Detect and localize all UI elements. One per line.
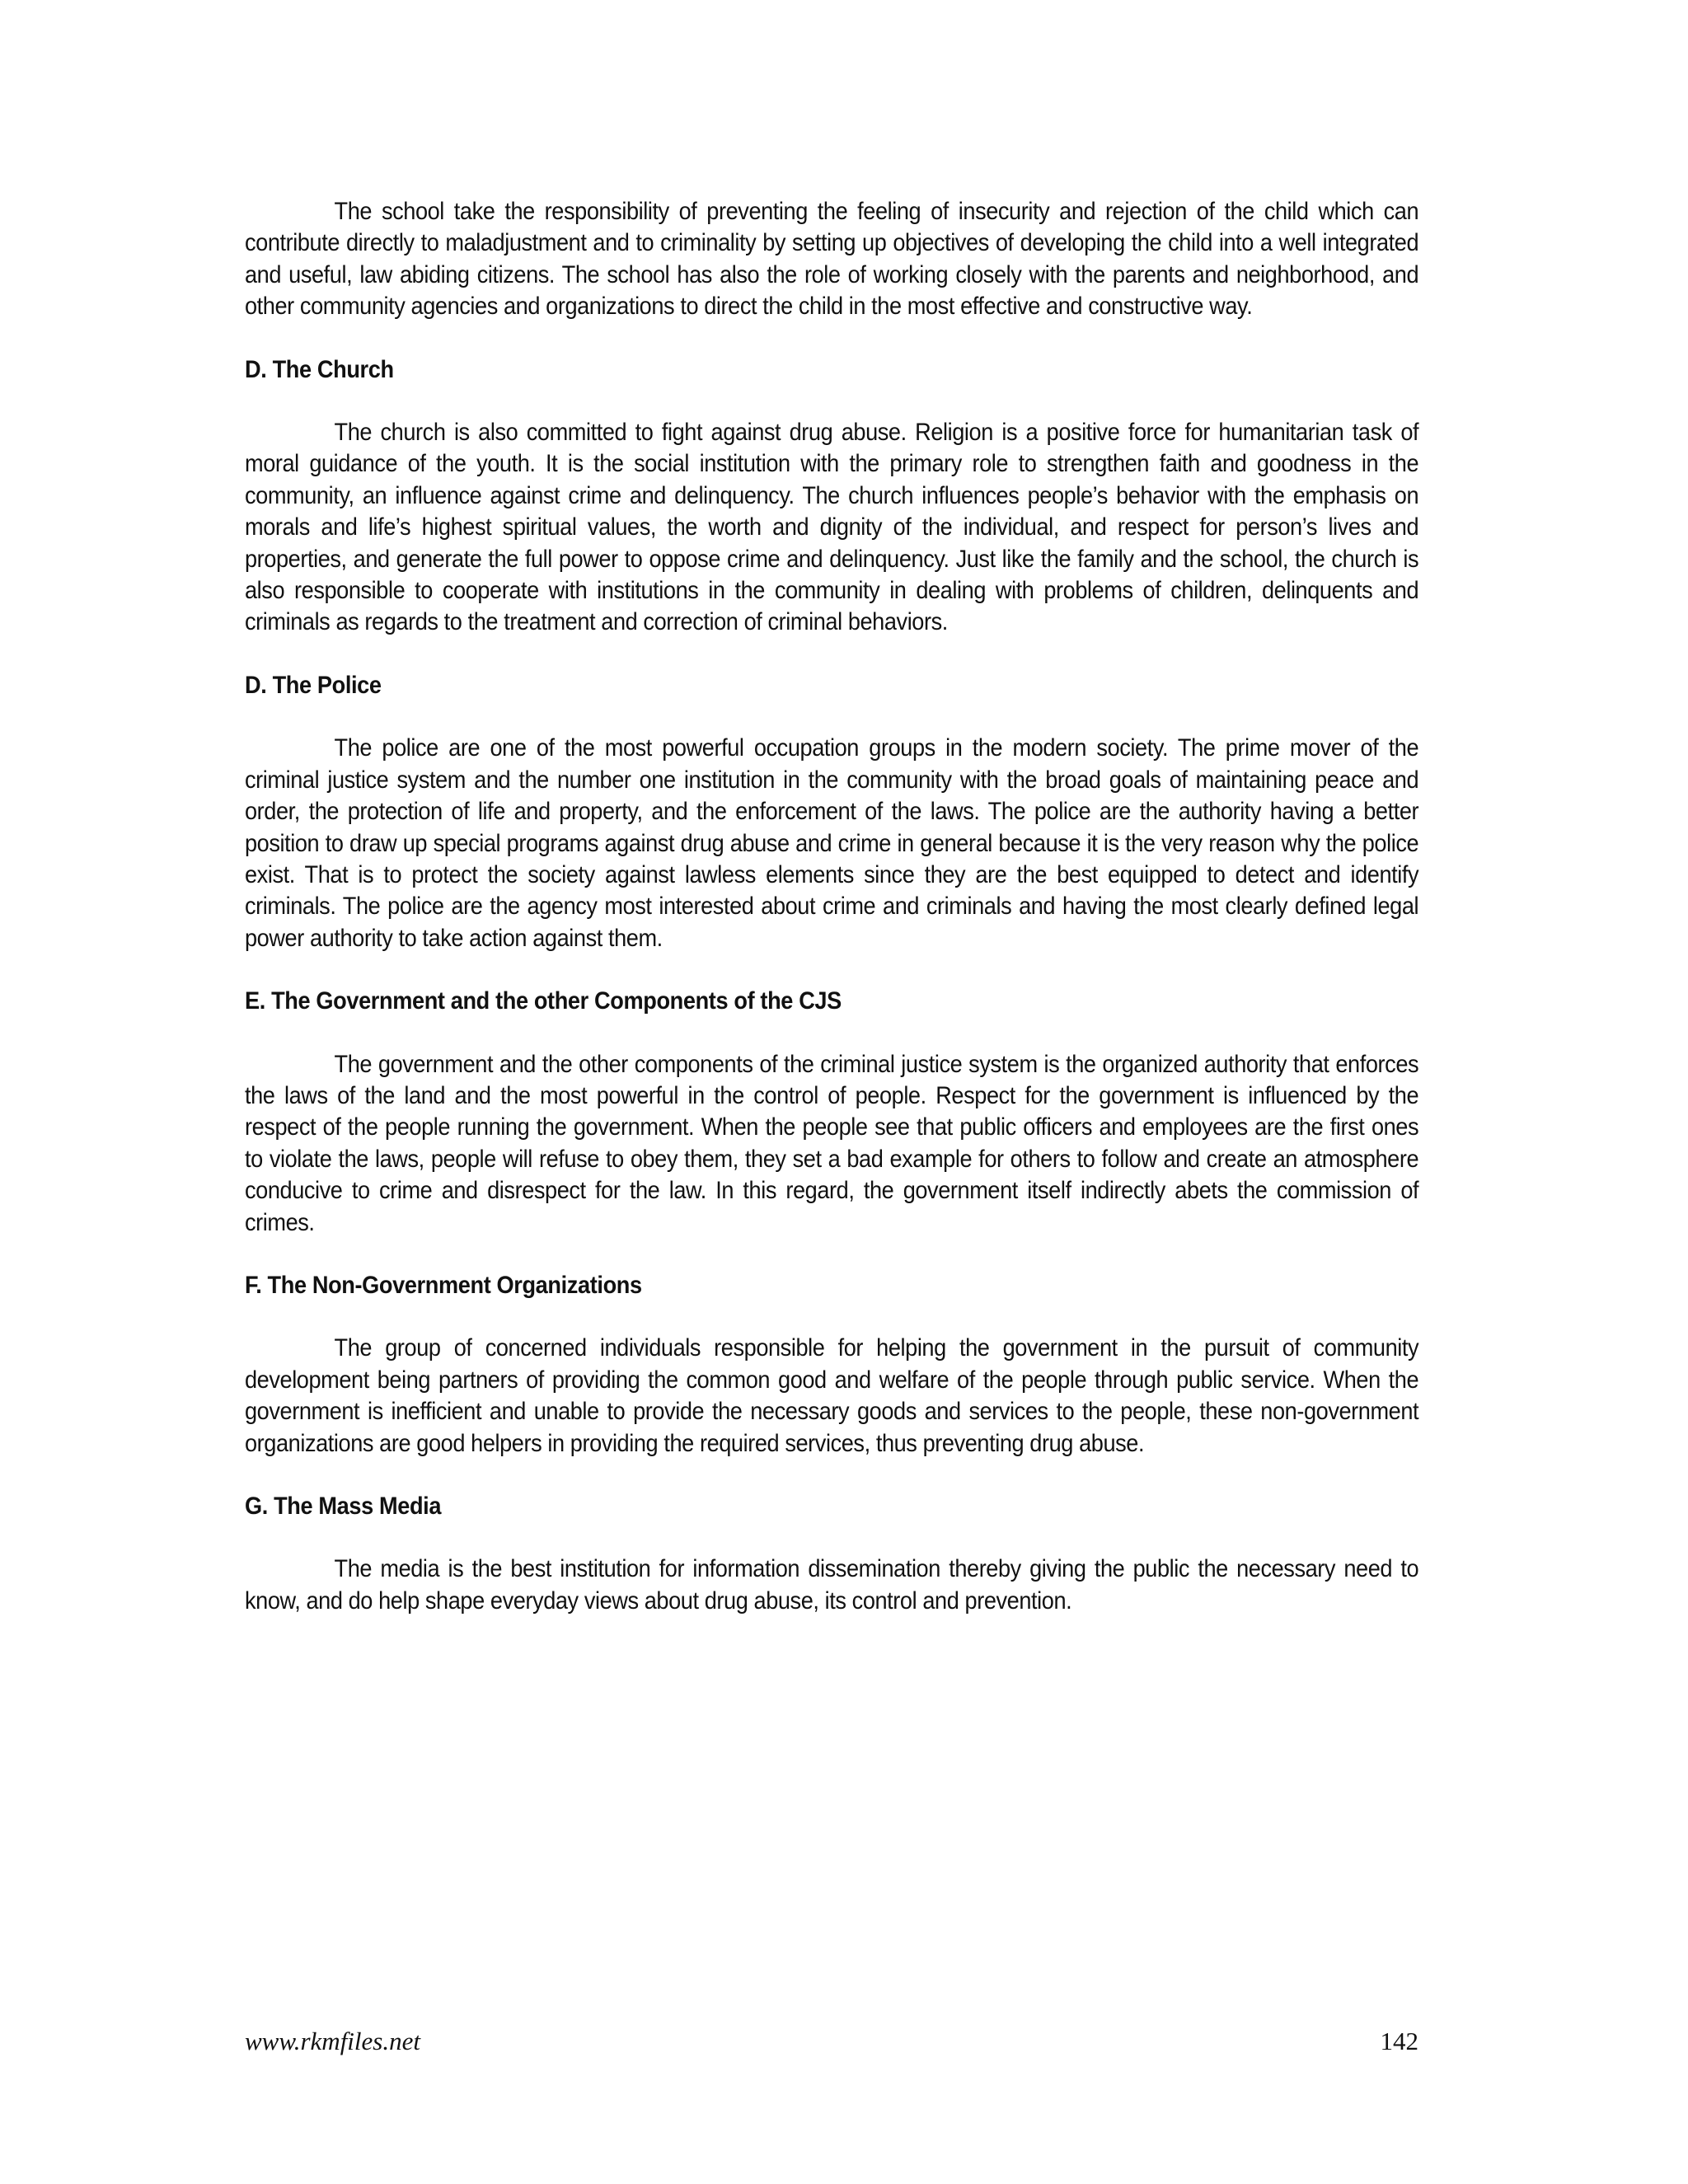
intro-paragraph: The school take the responsibility of preventing the feeling of insecurity and rejection of the child which can contribute directly to maladjustment and to criminality by setting up objectives of developing the child into a well integrated and useful, law abiding citizens. The school has also the role of working closely with the parents and neighborhood, and other community agencies and organizations to direct the child in the most effective and constructive way.	[245, 198, 1419, 321]
section-heading: E. The Government and the other Components of the CJS	[245, 987, 842, 1015]
page-number: 142	[1380, 2027, 1418, 2055]
footer-website: www.rkmfiles.net	[245, 2027, 420, 2055]
section-paragraph: The police are one of the most powerful occupation groups in the modern society. The prime mover of the criminal justice system and the number one institution in the community with the broad goals of maintaining peace and order, the protection of life and property, and the enforcement of the laws. The police are the authority having a better position to draw up special programs against drug abuse and crime in general because it is the very reason why the police exist. That is to protect the society against lawless elements since they are the best equipped to detect and identify criminals. The police are the agency most interested about crime and criminals and having the most clearly defined legal power authority to take action against them.	[245, 734, 1419, 952]
section-ngo	[245, 1270, 1418, 1460]
section-heading: G. The Mass Media	[245, 1493, 442, 1520]
section-heading: D. The Church	[245, 355, 394, 383]
section-government	[245, 986, 1418, 1239]
section-church	[245, 354, 1418, 639]
section-heading: D. The Police	[245, 671, 382, 699]
section-heading: F. The Non-Government Organizations	[245, 1271, 642, 1299]
section-paragraph: The media is the best institution for information dissemination thereby giving the public the necessary need to know, and do help shape everyday views about drug abuse, its control and prevention.	[245, 1555, 1419, 1615]
section-police	[245, 670, 1418, 954]
section-paragraph: The government and the other components of the criminal justice system is the organized authority that enforces the laws of the land and the most powerful in the control of people. Respect for the government is influenced by the respect of the people running the government. When the people see that public officers and employees are the first ones to violate the laws, people will refuse to obey them, they set a bad example for others to follow and create an atmosphere conducive to crime and disrespect for the law. In this regard, the government itself indirectly abets the commission of crimes.	[245, 1050, 1419, 1236]
section-paragraph: The church is also committed to fight against drug abuse. Religion is a positive force for humanitarian task of moral guidance of the youth. It is the social institution with the primary role to strengthen faith and goodness in the community, an influence against crime and delinquency. The church influences people’s behavior with the emphasis on morals and life’s highest spiritual values, the worth and dignity of the individual, and respect for person’s lives and properties, and generate the full power to oppose crime and delinquency. Just like the family and the school, the church is also responsible to cooperate with institutions in the community in dealing with problems of children, delinquents and criminals as regards to the treatment and correction of criminal behaviors.	[245, 419, 1419, 636]
page-body	[245, 196, 1418, 1648]
section-mass-media	[245, 1491, 1418, 1617]
section-paragraph: The group of concerned individuals responsible for helping the government in the pursuit of community development being partners of providing the common good and welfare of the people through public service. When the government is inefficient and unable to provide the necessary goods and services to the people, these non-government organizations are good helpers in providing the required services, thus preventing drug abuse.	[245, 1334, 1419, 1457]
